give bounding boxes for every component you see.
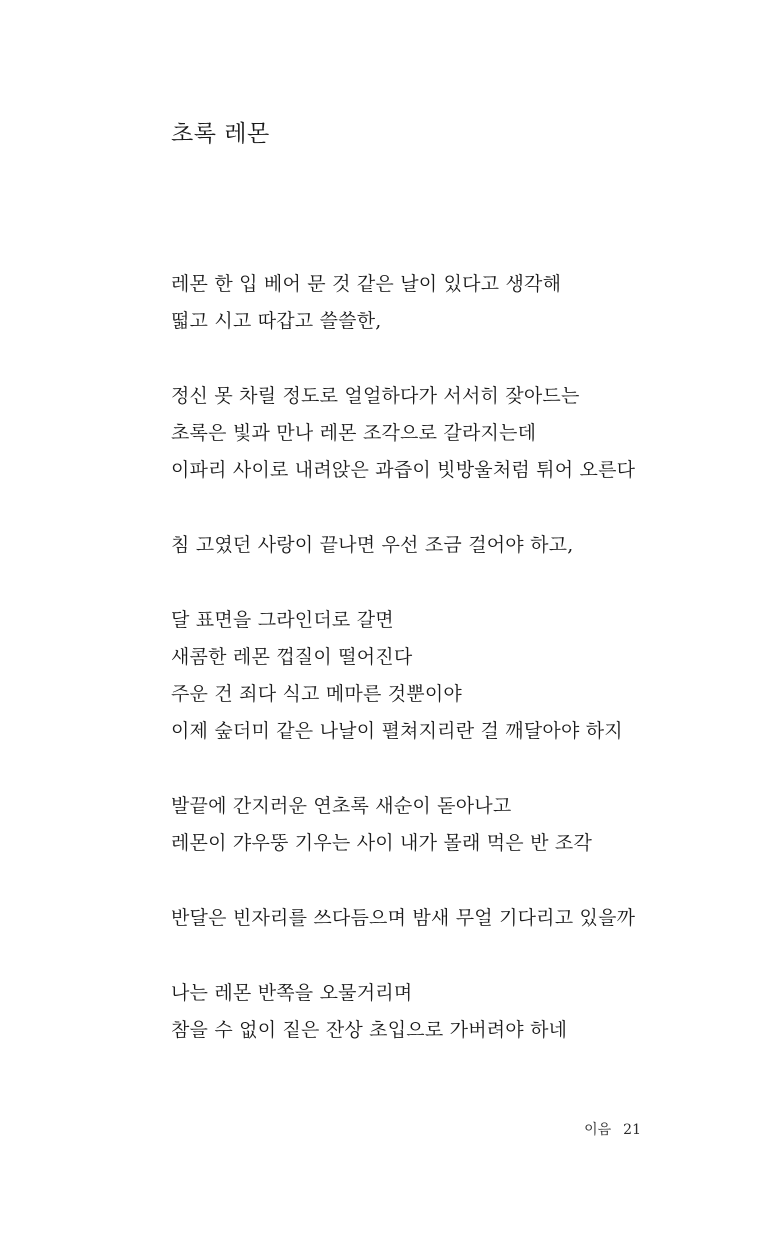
poem-line: 떫고 시고 따갑고 쓸쓸한, xyxy=(171,310,382,332)
stanza-5 xyxy=(171,788,731,862)
poem-body xyxy=(171,266,731,1087)
stanza-3 xyxy=(171,527,731,564)
poem-line: 이파리 사이로 내려앉은 과즙이 빗방울처럼 튀어 오른다 xyxy=(171,459,636,481)
stanza-7 xyxy=(171,975,731,1049)
poem-line: 침 고였던 사랑이 끝나면 우선 조금 걸어야 하고, xyxy=(171,534,574,556)
stanza-4 xyxy=(171,602,731,750)
poem-line: 참을 수 없이 짙은 잔상 초입으로 가버려야 하네 xyxy=(171,1019,568,1041)
poem-line: 레몬이 갸우뚱 기우는 사이 내가 몰래 먹은 반 조각 xyxy=(171,832,592,854)
poem-line: 달 표면을 그라인더로 갈면 xyxy=(171,609,394,631)
author-name: 이음 xyxy=(584,1122,612,1138)
poem-line: 레몬 한 입 베어 문 것 같은 날이 있다고 생각해 xyxy=(171,273,562,295)
poem-line: 반달은 빈자리를 쓰다듬으며 밤새 무얼 기다리고 있을까 xyxy=(171,907,636,929)
poem-line: 발끝에 간지러운 연초록 새순이 돋아나고 xyxy=(171,795,512,817)
poem-line: 이제 숲더미 같은 나날이 펼쳐지리란 걸 깨달아야 하지 xyxy=(171,720,623,742)
page-footer xyxy=(584,1120,641,1140)
stanza-2 xyxy=(171,378,731,489)
poem-line: 초록은 빛과 만나 레몬 조각으로 갈라지는데 xyxy=(171,422,537,444)
poem-line: 나는 레몬 반쪽을 오물거리며 xyxy=(171,982,413,1004)
poem-line: 새콤한 레몬 껍질이 떨어진다 xyxy=(171,646,413,668)
poem-line: 정신 못 차릴 정도로 얼얼하다가 서서히 잦아드는 xyxy=(171,385,580,407)
poem-line: 주운 건 죄다 식고 메마른 것뿐이야 xyxy=(171,683,462,705)
stanza-6 xyxy=(171,900,731,937)
poem-title: 초록 레몬 xyxy=(171,121,270,147)
page-number: 21 xyxy=(623,1122,641,1138)
stanza-1 xyxy=(171,266,731,340)
